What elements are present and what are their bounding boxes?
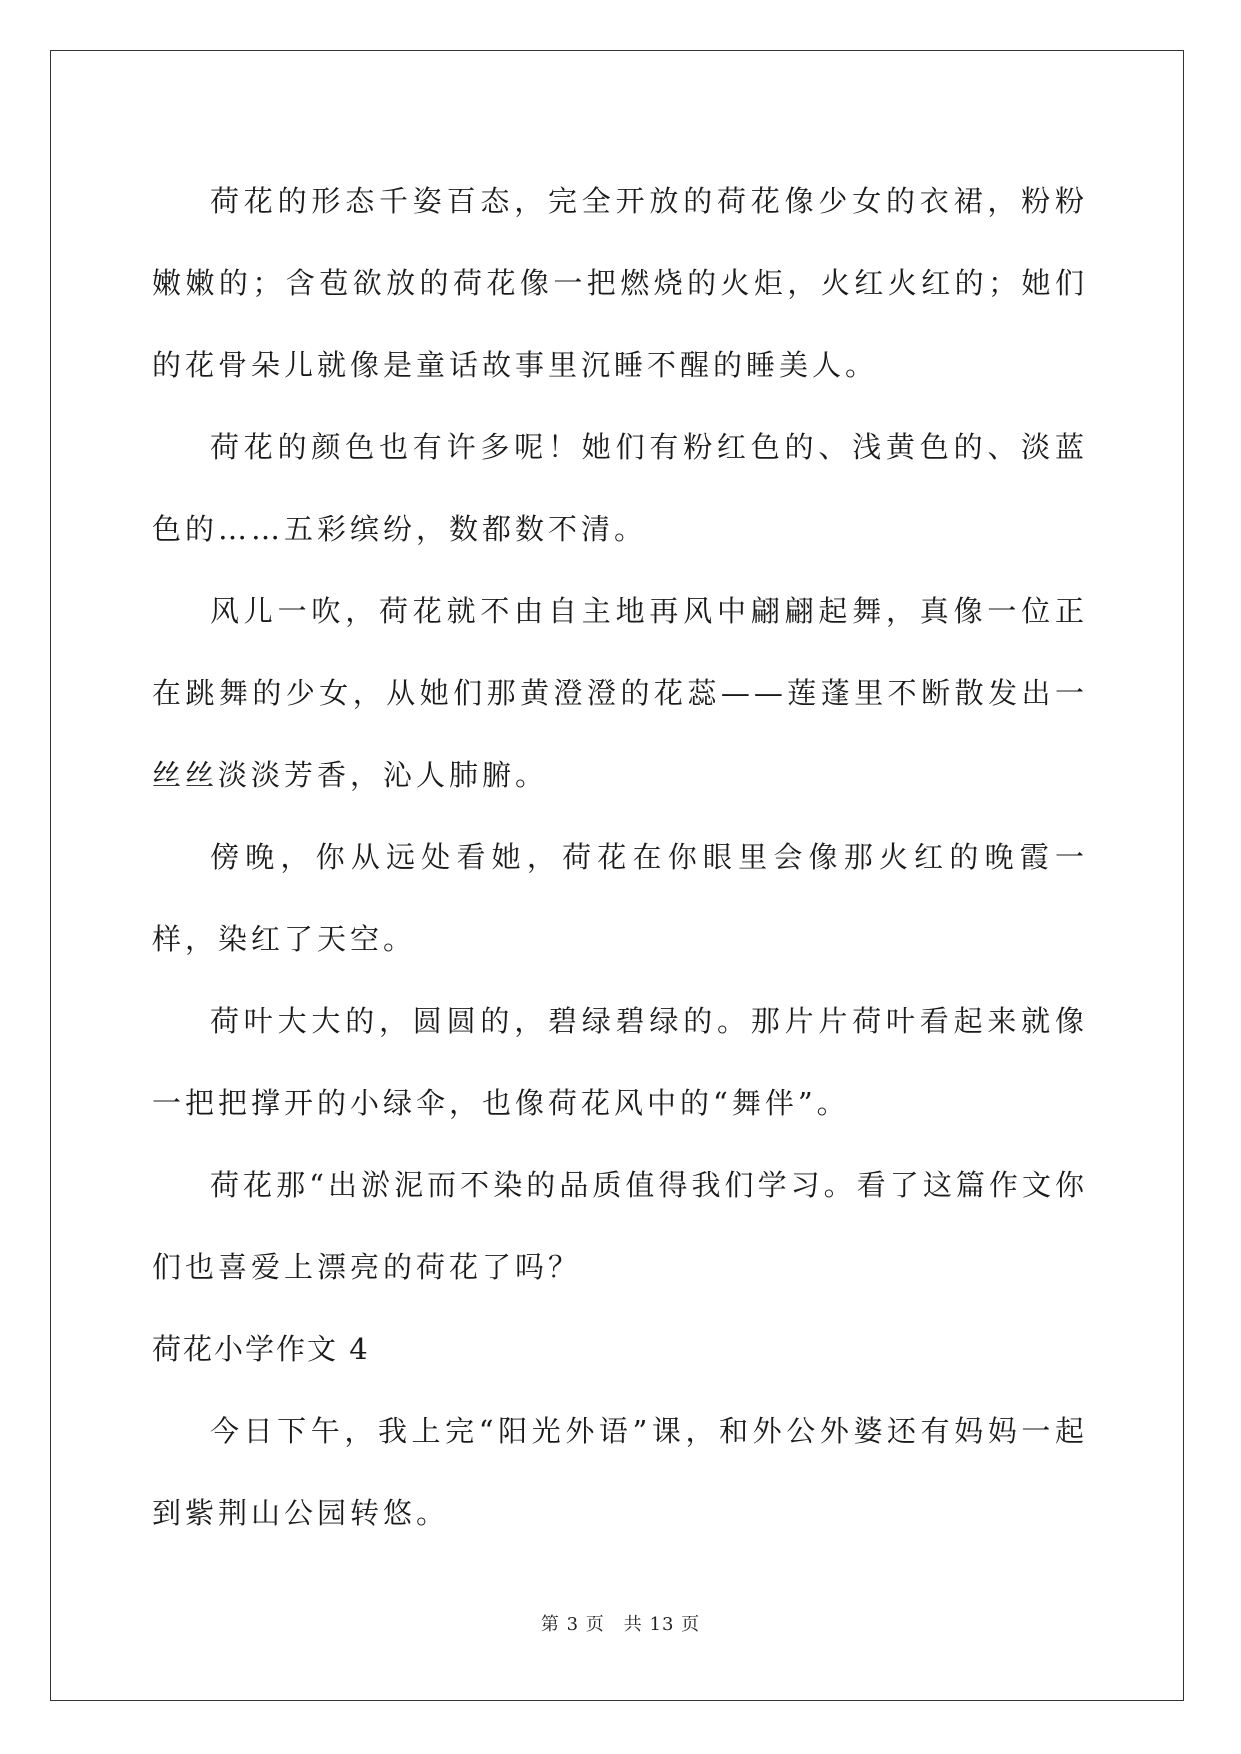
paragraph: 荷叶大大的，圆圆的，碧绿碧绿的。那片片荷叶看起来就像一把把撑开的小绿伞，也像荷花风中的“舞伴”。 xyxy=(152,1004,1088,1120)
page-number-footer: 第 3 页 共 13 页 xyxy=(540,1614,701,1635)
paragraph: 风儿一吹，荷花就不由自主地再风中翩翩起舞，真像一位正在跳舞的少女，从她们那黄澄澄的花蕊——莲蓬里不断散发出一丝丝淡淡芳香，沁人肺腑。 xyxy=(152,594,1088,792)
paragraph: 荷花的颜色也有许多呢！她们有粉红色的、浅黄色的、淡蓝色的……五彩缤纷，数都数不清。 xyxy=(152,430,1088,546)
paragraph: 今日下午，我上完“阳光外语”课，和外公外婆还有妈妈一起到紫荆山公园转悠。 xyxy=(152,1414,1088,1530)
paragraph: 荷花的形态千姿百态，完全开放的荷花像少女的衣裙，粉粉嫩嫩的；含苞欲放的荷花像一把燃烧的火炬，火红火红的；她们的花骨朵儿就像是童话故事里沉睡不醒的睡美人。 xyxy=(152,184,1088,382)
paragraph: 荷花那“出淤泥而不染的品质值得我们学习。看了这篇作文你们也喜爱上漂亮的荷花了吗？ xyxy=(152,1168,1088,1284)
section-heading: 荷花小学作文 4 xyxy=(152,1332,370,1366)
document-body xyxy=(152,160,1088,1554)
paragraph: 傍晚，你从远处看她，荷花在你眼里会像那火红的晚霞一样，染红了天空。 xyxy=(152,840,1088,956)
